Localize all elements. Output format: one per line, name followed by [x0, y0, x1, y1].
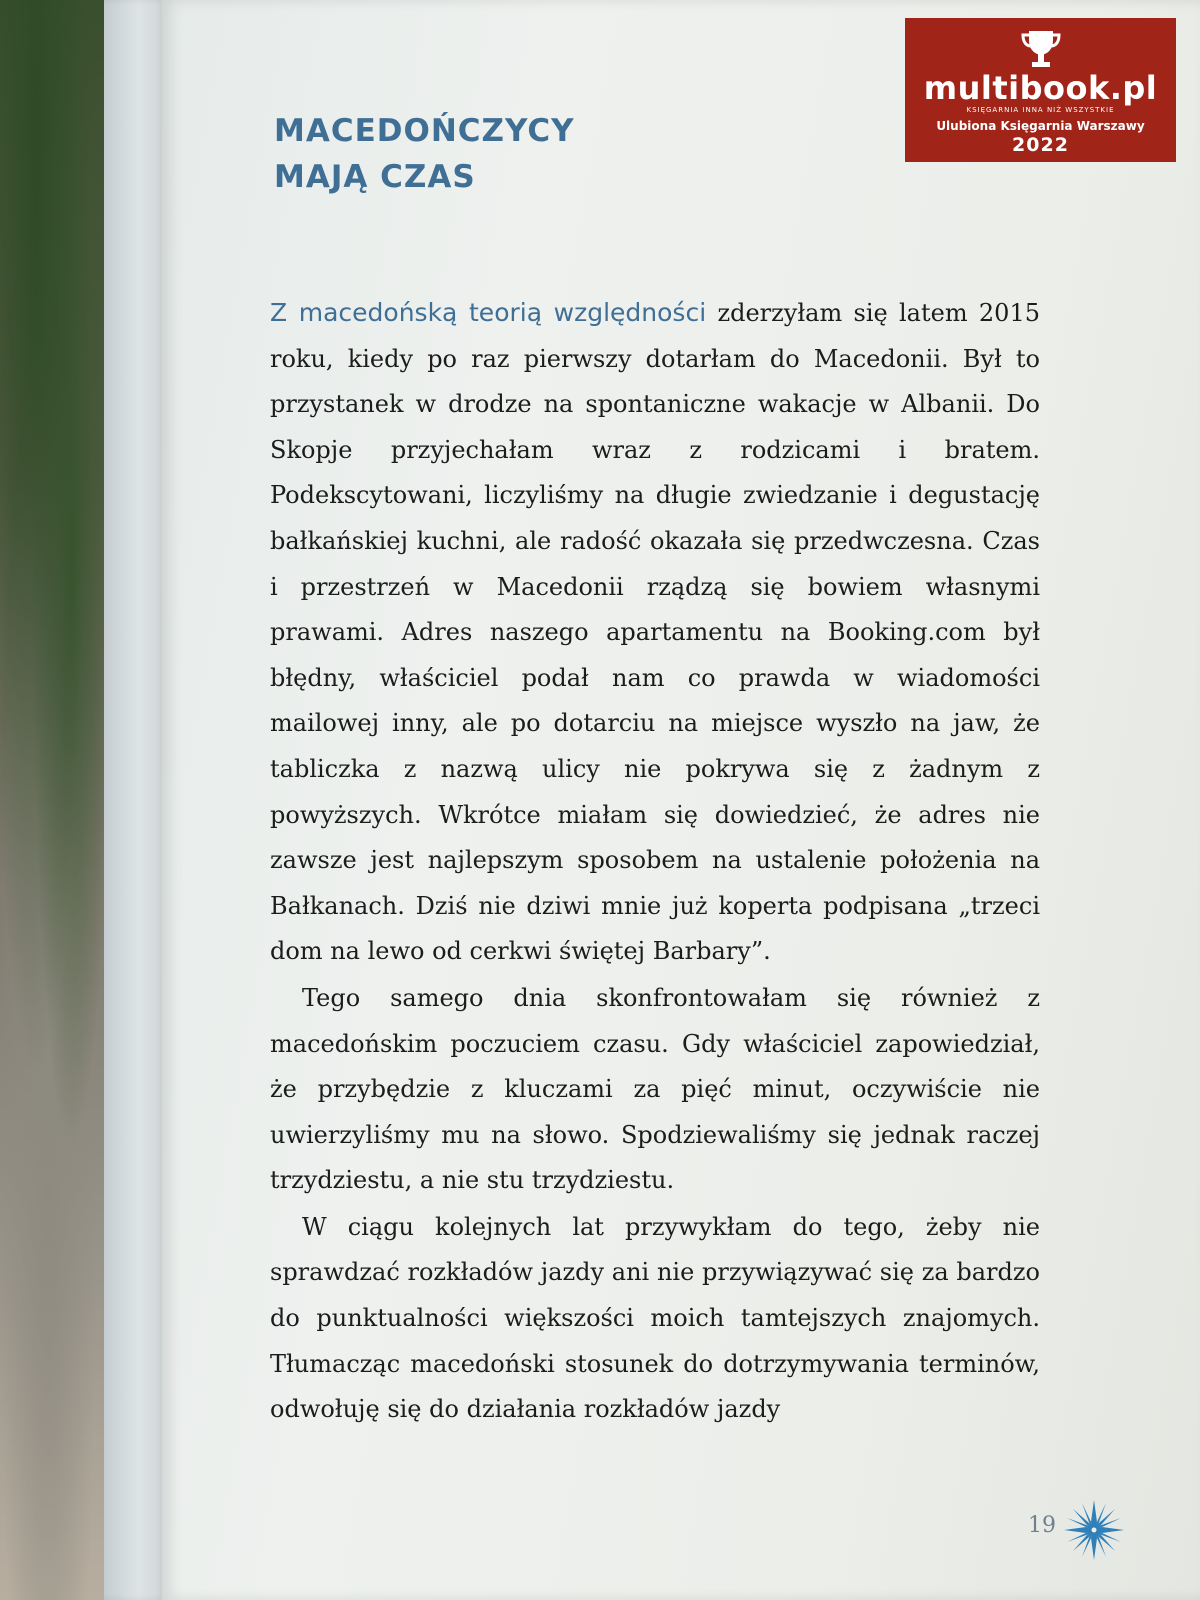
watermark-award: Ulubiona Księgarnia Warszawy — [936, 119, 1145, 133]
paragraph-2: Tego samego dnia skonfrontowałam się również z macedońskim poczuciem czasu. Gdy właściciel zapowiedział, że przybędzie z kluczami za pięć minut, oczywiście nie uwierzyliśmy mu na słowo. Spodziewaliśmy się jednak raczej trzydziestu, a nie stu trzydziestu. — [270, 983, 1040, 1195]
paragraph-3: W ciągu kolejnych lat przywykłam do tego, żeby nie sprawdzać rozkładów jazdy ani nie przywiązywać się za bardzo do punktualności większości moich tamtejszych znajomych. Tłumacząc macedoński stosunek do dotrzymywania terminów, odwołuję się do działania rozkładów jazdy — [270, 1212, 1040, 1424]
watermark-brand: multibook.pl — [923, 69, 1158, 107]
paragraph-1-text: zderzyłam się latem 2015 roku, kiedy po raz pierwszy dotarłam do Macedonii. Był to przystanek w drodze na spontaniczne wakacje w Albanii. Do Skopje przyjechałam wraz z rodzicami i bratem. Podekscytowani, liczyliśmy na długie zwiedzanie i degustację bałkańskiej kuchni, ale radość okazała się przedwczesna. Czas i przestrzeń w Macedonii rządzą się bowiem własnymi prawami. Adres naszego apartamentu na Booking.com był błędny, właściciel podał nam co prawda w wiadomości mailowej inny, ale po dotarciu na miejsce wyszło na jaw, że tabliczka z nazwą ulicy nie pokrywa się z żadnym z powyższych. Wkrótce miałam się dowiedzieć, że adres nie zawsze jest najlepszym sposobem na ustalenie położenia na Bałkanach. Dziś nie dziwi mnie już koperta podpisana „trzeci dom na lewo od cerkwi świętej Barbary”. — [270, 299, 1040, 966]
background-scenery — [0, 0, 120, 1600]
star-burst-icon — [1062, 1498, 1126, 1562]
book-cover-edge — [104, 0, 166, 1600]
trophy-icon — [1021, 28, 1061, 72]
paragraph-lead-in: Z macedońską teorią względności — [270, 298, 707, 327]
watermark-year: 2022 — [1012, 134, 1069, 156]
chapter-heading — [274, 108, 575, 200]
paragraph-1 — [270, 290, 1040, 975]
chapter-heading-line-2: MAJĄ CZAS — [274, 159, 476, 195]
page-number: 19 — [1028, 1513, 1056, 1538]
body-text — [270, 290, 1040, 1433]
book-page — [162, 0, 1200, 1600]
multibook-watermark — [905, 18, 1176, 162]
watermark-tagline: KSIĘGARNIA INNA NIŻ WSZYSTKIE — [966, 106, 1115, 114]
chapter-heading-line-1: MACEDOŃCZYCY — [274, 113, 575, 149]
